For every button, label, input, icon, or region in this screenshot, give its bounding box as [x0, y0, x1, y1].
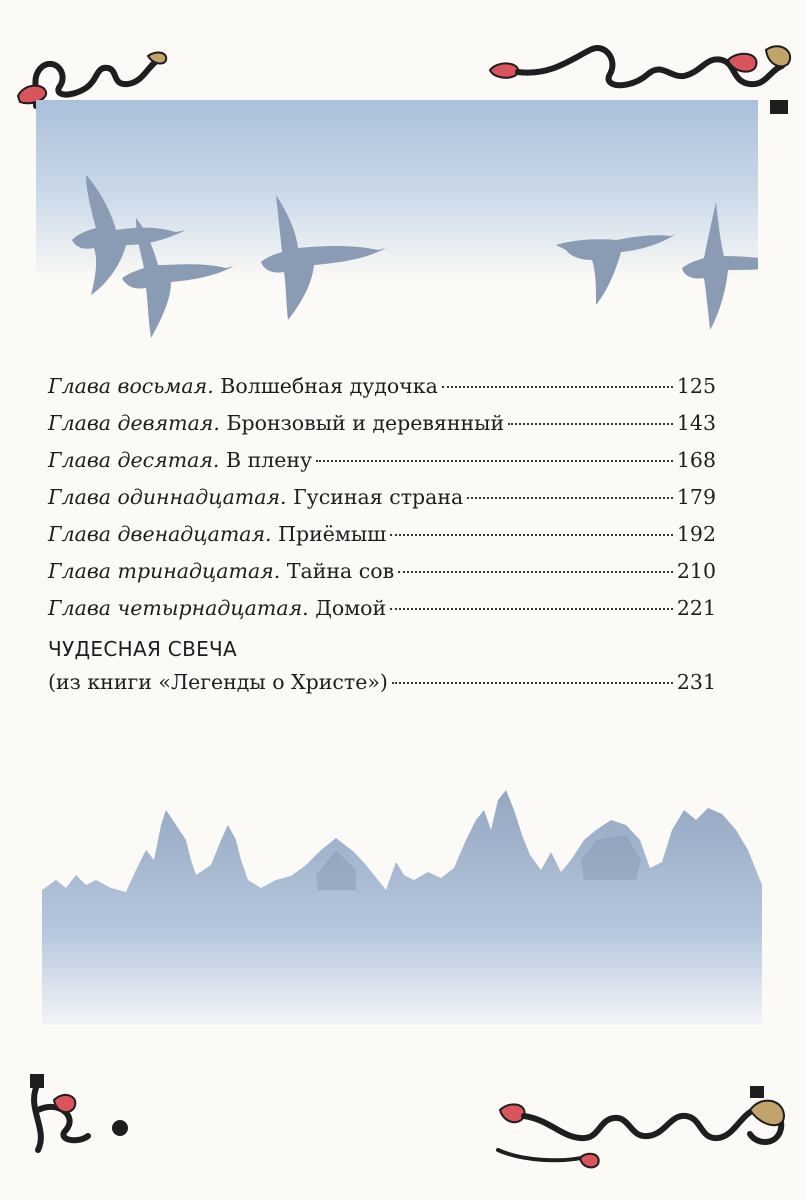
- dot-leader: [467, 496, 673, 499]
- chapter-number: Глава двенадцатая.: [48, 522, 272, 546]
- dot-leader: [508, 422, 673, 425]
- page-number: 221: [676, 596, 716, 620]
- chapter-title: Гусиная страна: [293, 485, 464, 509]
- chapter-title: Тайна сов: [286, 559, 395, 583]
- toc-entry-14[interactable]: [48, 590, 716, 627]
- chapter-number: Глава девятая.: [48, 411, 220, 435]
- section-subtitle: (из книги «Легенды о Христе»): [48, 670, 388, 694]
- toc-entry-13[interactable]: [48, 553, 716, 590]
- toc-entry-11[interactable]: [48, 479, 716, 516]
- chapter-number: Глава четырнадцатая.: [48, 596, 309, 620]
- flying-geese-illustration-icon: [36, 100, 758, 350]
- toc-entry-10[interactable]: [48, 442, 716, 479]
- page-number: 125: [676, 374, 716, 398]
- page-number: 168: [676, 448, 716, 472]
- chapter-number: Глава одиннадцатая.: [48, 485, 287, 509]
- section-heading[interactable]: ЧУДЕСНАЯ СВЕЧА: [48, 637, 238, 661]
- dot-leader: [442, 385, 673, 388]
- chapter-title: Домой: [315, 596, 387, 620]
- section-entry[interactable]: [48, 665, 716, 699]
- page-number: 143: [676, 411, 716, 435]
- table-of-contents: [48, 368, 716, 699]
- calligraphy-ornament-bottom-left-icon: [8, 1070, 148, 1160]
- dot-leader: [316, 459, 673, 462]
- dot-leader: [390, 607, 673, 610]
- chapter-title: В плену: [225, 448, 313, 472]
- dot-leader: [392, 681, 673, 684]
- page-number: 210: [676, 559, 716, 583]
- chapter-title: Волшебная дудочка: [220, 374, 438, 398]
- page-number: 231: [676, 670, 716, 694]
- chapter-number: Глава восьмая.: [48, 374, 214, 398]
- chapter-number: Глава десятая.: [48, 448, 220, 472]
- calligraphy-ornament-bottom-right-icon: [480, 1080, 798, 1175]
- dot-leader: [398, 570, 673, 573]
- chapter-title: Бронзовый и деревянный: [226, 411, 505, 435]
- toc-entry-8[interactable]: [48, 368, 716, 405]
- chapter-title: Приёмыш: [278, 522, 387, 546]
- toc-entry-9[interactable]: [48, 405, 716, 442]
- forest-village-silhouette-icon: [36, 780, 762, 1025]
- toc-entry-12[interactable]: [48, 516, 716, 553]
- dot-leader: [390, 533, 673, 536]
- chapter-number: Глава тринадцатая.: [48, 559, 281, 583]
- page-number: 179: [676, 485, 716, 509]
- page-number: 192: [676, 522, 716, 546]
